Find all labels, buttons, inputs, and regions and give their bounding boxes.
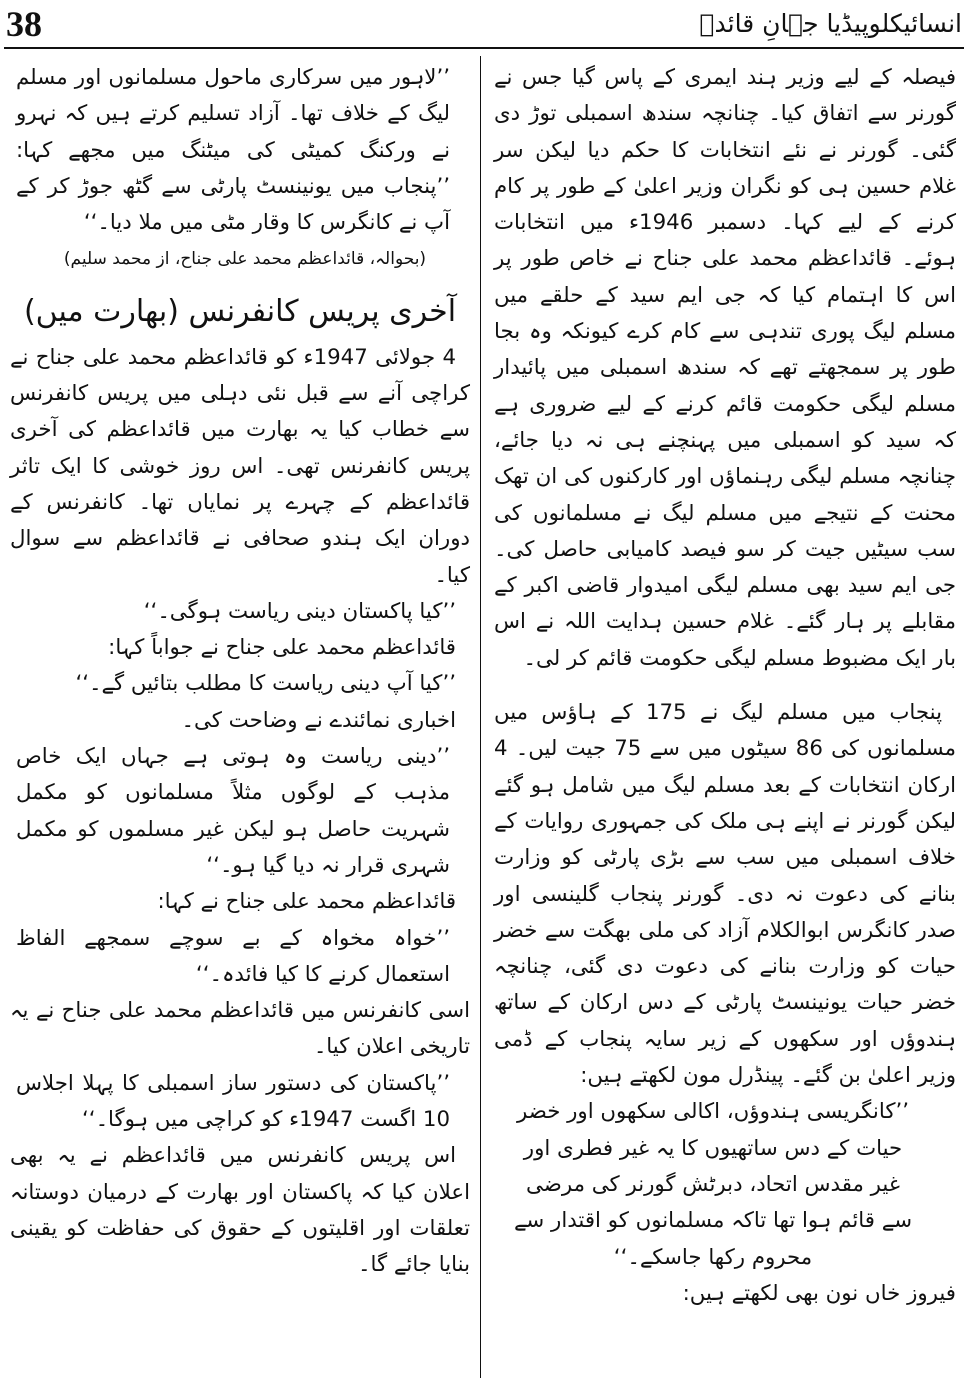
running-title: انسائیکلوپیڈیا جہانِ قائدؒ: [699, 9, 962, 38]
closing-line: فیروز خاں نون بھی لکھتے ہیں:: [682, 1280, 956, 1306]
answer-quote-1: ’’کیا آپ دینی ریاست کا مطلب بتائیں گے۔‘‘: [75, 671, 456, 697]
announcement-intro: اسی کانفرنس میں قائداعظم محمد علی جناح نے یہ تاریخی اعلان کیا۔: [10, 998, 470, 1060]
explanation-quote: ’’دینی ریاست وہ ہوتی ہے جہاں ایک خاص مذہب کے لوگوں مثلاً مسلمانوں کو مکمل شہریت حاصل ہو لیکن غیر مسلموں کو مکمل شہری قرار نہ دیا گیا ہو۔‘‘: [16, 744, 450, 878]
response-intro-1: قائداعظم محمد علی جناح نے جواباً کہا:: [108, 635, 456, 661]
question-quote: ’’کیا پاکستان دینی ریاست ہوگی۔‘‘: [143, 598, 456, 624]
right-paragraph-1: فیصلہ کے لیے وزیر ہند ایمری کے پاس گیا جس نے گورنر سے اتفاق کیا۔ چنانچہ سندھ اسمبلی توڑ دی گئی۔ گورنر نے نئے انتخابات کا حکم دیا لیکن سر غلام حسین ہی کو نگران وزیر اعلیٰ کے طور پر کام کرنے کے لیے کہا۔ دسمبر 1946ء میں انتخابات ہوئے۔ قائداعظم محمد علی جناح نے خاص طور پر اس کا اہتمام کیا کہ جی ایم سید کے حلقے میں مسلم لیگ پوری تندہی سے کام کرے کیونکہ وہ بجا طور پر سمجھتے تھے کہ سندھ اسمبلی میں پائیدار مسلم لیگی حکومت قائم کرنے کے لیے ضروری ہے کہ سید کو اسمبلی میں پہنچنے ہی نہ دیا جائے، چنانچہ مسلم لیگی رہنماؤں اور کارکنوں کی ان تھک محنت کے نتیجے میں مسلم لیگ نے مسلمانوں کی سب سیٹیں جیت کر سو فیصد کامیابی حاصل کی۔ جی ایم سید بھی مسلم لیگی امیدوار قاضی اکبر کے مقابلے پر ہار گئے۔ غلام حسین ہدایت اللہ نے اس بار ایک مضبوط مسلم لیگی حکومت قائم کر لی۔: [494, 65, 956, 671]
right-paragraph-2: پنجاب میں مسلم لیگ نے 175 کے ہاؤس میں مسلمانوں کی 86 سیٹوں میں سے 75 جیت لیں۔ 4 ارکان انتخابات کے بعد مسلم لیگ میں شامل ہو گئے لیکن گورنر نے اپنے ہی ملک کی جمہوری روایات کے خلاف اسمبلی میں سب سے بڑی پارٹی کو وزارت بنانے کی دعوت نہ دی۔ گورنر پنجاب گلینسی اور صدر کانگرس ابوالکلام آزاد کی ملی بھگت سے خضر حیات کو وزارت بنانے کی دعوت دی گئی، چنانچہ خضر حیات یونینسٹ پارٹی کے دس ارکان کے ساتھ ہندوؤں اور سکھوں کے زیر سایہ پنجاب کے ڈمی وزیر اعلیٰ بن گئے۔ پینڈرل مون لکھتے ہیں:: [494, 700, 956, 1089]
citation: (بحوالہ، قائداعظم محمد علی جناح، از محمد سلیم): [63, 249, 427, 270]
left-column: [10, 60, 470, 1284]
block-quote: ’’کانگریسی ہندوؤں، اکالی سکھوں اور خضر حیات کے دس ساتھیوں کا یہ غیر فطری اور غیر مقدس اتحاد، دبرٹش گورنر کی مرضی سے قائم ہوا تھا تاکہ مسلمانوں کو اقتدار سے محروم رکھا جاسکے۔‘‘: [513, 1099, 913, 1270]
left-paragraph-1: 4 جولائی 1947ء کو قائداعظم محمد علی جناح نے کراچی آنے سے قبل نئی دہلی میں پریس کانفرنس سے خطاب کیا یہ بھارت میں قائداعظم کی آخری پریس کانفرنس تھی۔ اس روز خوشی کا ایک تاثر قائداعظم کے چہرے پر نمایاں تھا۔ کانفرنس کے دوران ایک ہندو صحافی نے قائداعظم سے سوال کیا۔: [10, 344, 470, 588]
column-divider: [480, 56, 481, 1378]
page-number: 38: [6, 4, 42, 44]
right-column: [494, 60, 956, 1312]
section-heading: آخری پریس کانفرنس (بھارت میں): [23, 293, 457, 329]
left-paragraph-2: اس پریس کانفرنس میں قائداعظم نے یہ بھی اعلان کیا کہ پاکستان اور بھارت کے درمیان دوستانہ تعلقات اور اقلیتوں کے حقوق کی حفاظت کو یقینی بنایا جائے گا۔: [10, 1143, 470, 1278]
page-header: [0, 0, 968, 52]
opening-quote: ’’لاہور میں سرکاری ماحول مسلمانوں اور مسلم لیگ کے خلاف تھا۔ آزاد تسلیم کرتے ہیں کہ نہرو نے ورکنگ کمیٹی کی میٹنگ میں مجھے کہا: ’’پنجاب میں یونینسٹ پارٹی سے گٹھ جوڑ کر کے آپ نے کانگرس کا وقار مٹی میں ملا دیا۔‘‘: [16, 65, 450, 236]
response-intro-2: قائداعظم محمد علی جناح نے کہا:: [157, 889, 456, 915]
header-rule: [4, 47, 964, 49]
reporter-note: اخباری نمائندے نے وضاحت کی۔: [181, 707, 456, 733]
answer-quote-2: ’’خواہ مخواہ کے بے سوچے سمجھے الفاظ استعمال کرنے کا کیا فائدہ۔‘‘: [16, 925, 450, 987]
announcement-quote: ’’پاکستان کی دستور ساز اسمبلی کا پہلا اجلاس 10 اگست 1947ء کو کراچی میں ہوگا۔‘‘: [16, 1070, 450, 1133]
